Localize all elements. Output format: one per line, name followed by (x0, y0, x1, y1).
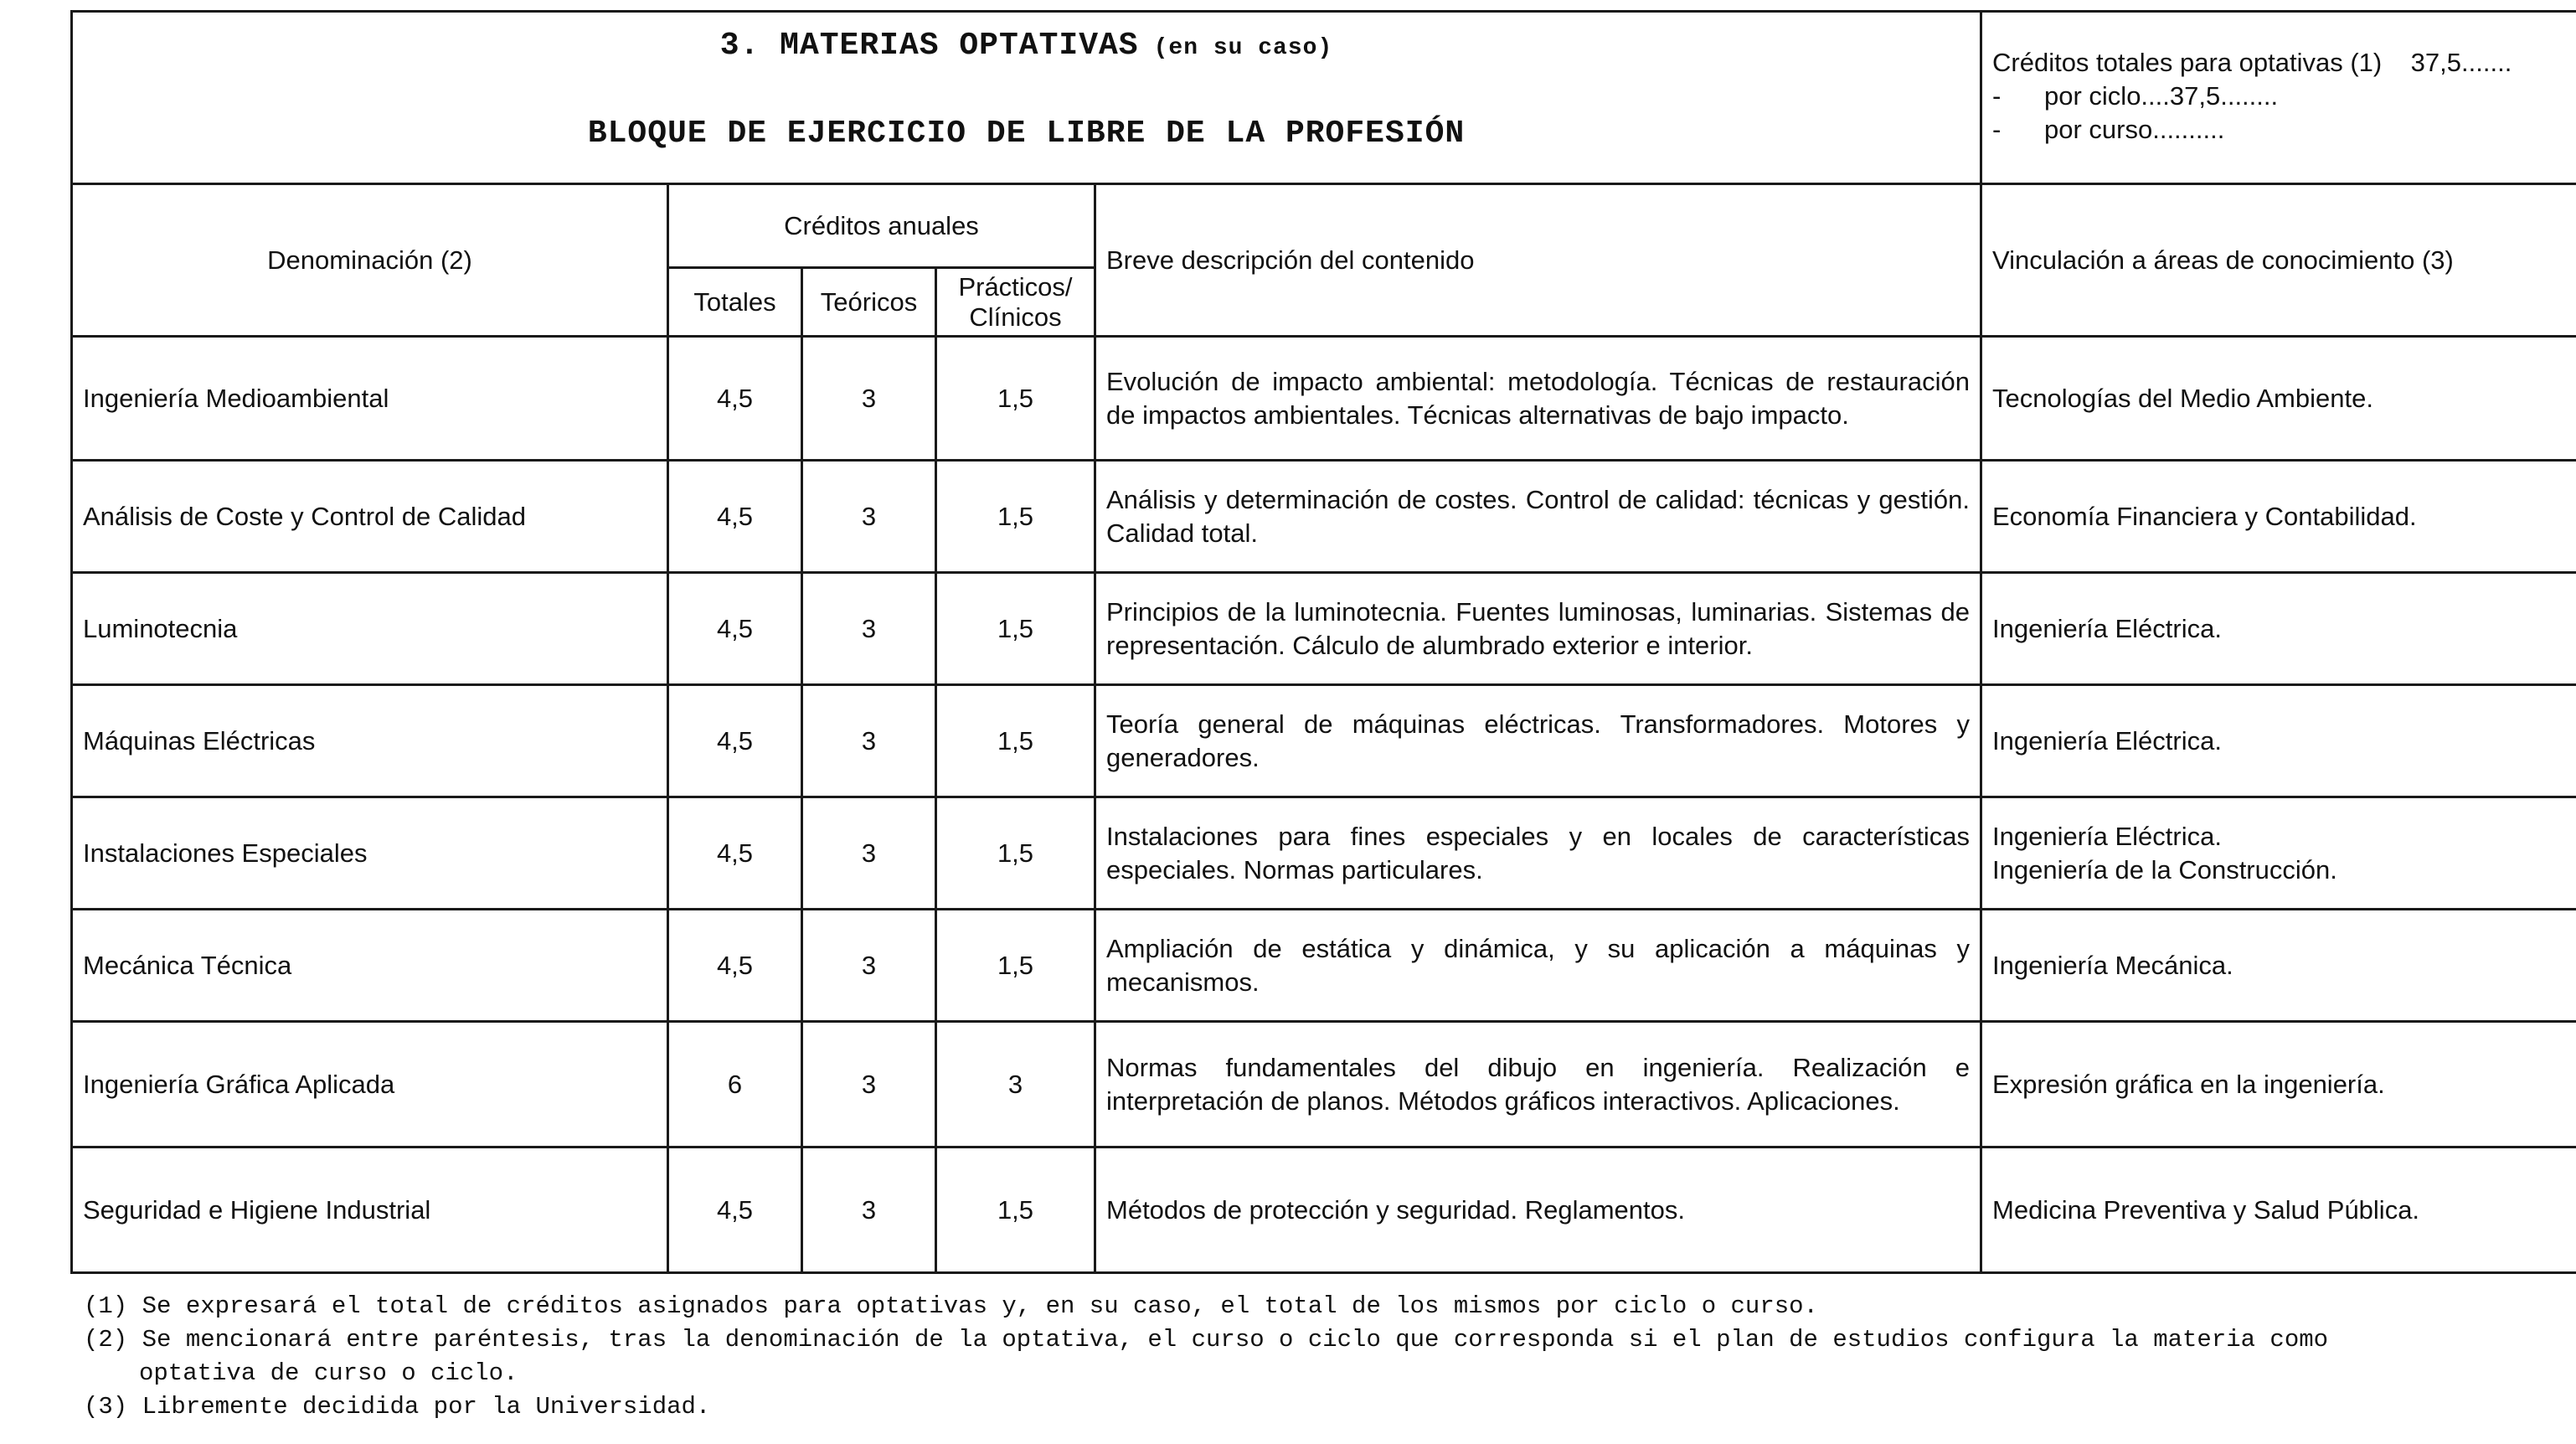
table-row (72, 1022, 2576, 1147)
credits-per-cycle: - por ciclo....37,5........ (1992, 81, 2279, 111)
table-row (72, 910, 2576, 1022)
credits-totals: 4,5 (668, 573, 802, 685)
subject-description: Instalaciones para fines especiales y en locales de características especiales. Normas particulares. (1095, 797, 1981, 910)
table-row (72, 1147, 2576, 1273)
credits-theoretical: 3 (802, 685, 936, 797)
optional-subjects-table (70, 10, 2576, 1274)
credits-totals: 4,5 (668, 337, 802, 461)
credits-summary (1981, 12, 2576, 184)
col-areas-header: Vinculación a áreas de conocimiento (3) (1981, 184, 2576, 337)
subject-name: Ingeniería Gráfica Aplicada (72, 1022, 668, 1147)
document (70, 10, 2576, 1274)
subject-description: Principios de la luminotecnia. Fuentes luminosas, luminarias. Sistemas de representación. Cálculo de alumbrado exterior e interior. (1095, 573, 1981, 685)
table-row (72, 573, 2576, 685)
credits-totals: 4,5 (668, 797, 802, 910)
credits-practical: 1,5 (936, 797, 1095, 910)
credits-totals: 4,5 (668, 685, 802, 797)
credits-totals: 6 (668, 1022, 802, 1147)
credits-practical: 3 (936, 1022, 1095, 1147)
subject-name: Análisis de Coste y Control de Calidad (72, 461, 668, 573)
credits-theoretical: 3 (802, 337, 936, 461)
col-annual-credits-header: Créditos anuales (668, 184, 1095, 268)
knowledge-area: Ingeniería Eléctrica. (1981, 685, 2576, 797)
col-name-header: Denominación (2) (72, 184, 668, 337)
knowledge-area: Tecnologías del Medio Ambiente. (1981, 337, 2576, 461)
table-row (72, 337, 2576, 461)
credits-practical: 1,5 (936, 573, 1095, 685)
table-row (72, 797, 2576, 910)
footnote-2: (2) Se mencionará entre paréntesis, tras la denominación de la optativa, el curso o ciclo que corresponda si el plan de estudios configura la materia como (84, 1326, 2329, 1354)
knowledge-area: Ingeniería Eléctrica. Ingeniería de la Construcción. (1981, 797, 2576, 910)
col-description-header: Breve descripción del contenido (1095, 184, 1981, 337)
subject-description: Normas fundamentales del dibujo en ingeniería. Realización e interpretación de planos. Métodos gráficos interactivos. Aplicaciones. (1095, 1022, 1981, 1147)
credits-practical: 1,5 (936, 685, 1095, 797)
col-totals-header: Totales (668, 268, 802, 337)
knowledge-area: Economía Financiera y Contabilidad. (1981, 461, 2576, 573)
credits-theoretical: 3 (802, 573, 936, 685)
subject-name: Instalaciones Especiales (72, 797, 668, 910)
subject-description: Métodos de protección y seguridad. Reglamentos. (1095, 1147, 1981, 1273)
table-body (72, 337, 2576, 1273)
credits-practical: 1,5 (936, 910, 1095, 1022)
knowledge-area: Expresión gráfica en la ingeniería. (1981, 1022, 2576, 1147)
credits-theoretical: 3 (802, 1147, 936, 1273)
credits-total: Créditos totales para optativas (1) 37,5....... (1992, 48, 2512, 77)
subject-name: Seguridad e Higiene Industrial (72, 1147, 668, 1273)
title-cell (72, 12, 1981, 184)
table-row (72, 685, 2576, 797)
credits-totals: 4,5 (668, 910, 802, 1022)
knowledge-area: Ingeniería Mecánica. (1981, 910, 2576, 1022)
credits-practical: 1,5 (936, 1147, 1095, 1273)
credits-theoretical: 3 (802, 797, 936, 910)
footnote-2-continuation: optativa de curso o ciclo. (139, 1359, 518, 1387)
subject-name: Máquinas Eléctricas (72, 685, 668, 797)
credits-totals: 4,5 (668, 461, 802, 573)
subject-description: Ampliación de estática y dinámica, y su aplicación a máquinas y mecanismos. (1095, 910, 1981, 1022)
footnotes (84, 1290, 2328, 1424)
knowledge-area: Medicina Preventiva y Salud Pública. (1981, 1147, 2576, 1273)
col-practical-header: Prácticos/ Clínicos (936, 268, 1095, 337)
credits-practical: 1,5 (936, 461, 1095, 573)
subject-description: Evolución de impacto ambiental: metodología. Técnicas de restauración de impactos ambientales. Técnicas alternativas de bajo impacto. (1095, 337, 1981, 461)
subject-description: Teoría general de máquinas eléctricas. Transformadores. Motores y generadores. (1095, 685, 1981, 797)
subject-description: Análisis y determinación de costes. Control de calidad: técnicas y gestión. Calidad total. (1095, 461, 1981, 573)
credits-totals: 4,5 (668, 1147, 802, 1273)
column-header-row (72, 184, 2576, 268)
subject-name: Luminotecnia (72, 573, 668, 685)
credits-theoretical: 3 (802, 461, 936, 573)
subject-name: Ingeniería Medioambiental (72, 337, 668, 461)
credits-theoretical: 3 (802, 1022, 936, 1147)
credits-per-course: - por curso.......... (1992, 115, 2225, 144)
table-row (72, 461, 2576, 573)
header-row (72, 12, 2576, 184)
page-title: 3. MATERIAS OPTATIVAS (en su caso) (719, 28, 1333, 64)
credits-theoretical: 3 (802, 910, 936, 1022)
col-theoretical-header: Teóricos (802, 268, 936, 337)
knowledge-area: Ingeniería Eléctrica. (1981, 573, 2576, 685)
subject-name: Mecánica Técnica (72, 910, 668, 1022)
credits-practical: 1,5 (936, 337, 1095, 461)
footnote-1: (1) Se expresará el total de créditos asignados para optativas y, en su caso, el total de los mismos por ciclo o curso. (84, 1292, 1818, 1320)
block-subtitle: BLOQUE DE EJERCICIO DE LIBRE DE LA PROFESIÓN (587, 116, 1466, 152)
footnote-3: (3) Libremente decidida por la Universidad. (84, 1393, 711, 1421)
